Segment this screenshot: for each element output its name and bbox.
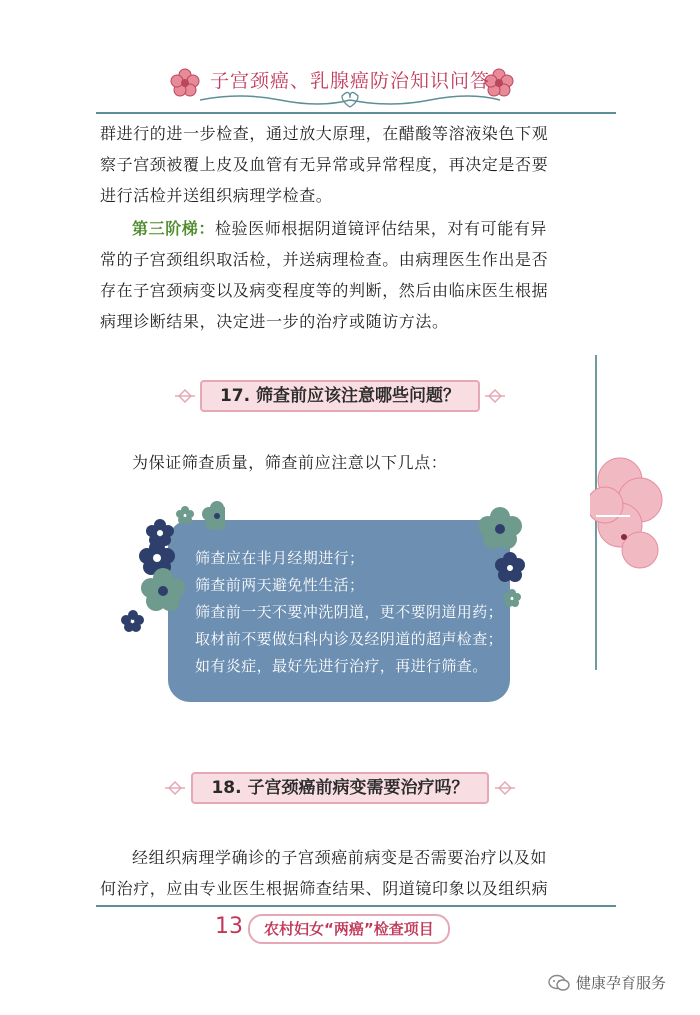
text-line: 病理诊断结果，决定进一步的治疗或随访方法。 [100,312,449,331]
footer-rule [96,905,616,907]
text-line: 进行活检并送组织病理学检查。 [100,186,333,205]
tip-item: 如有炎症，最好先进行治疗，再进行筛查。 [195,657,488,675]
text-line: 经组织病理学确诊的子宫颈癌前病变是否需要治疗以及如 [132,848,548,867]
side-flower-icon [590,455,700,575]
text-line: 常的子宫颈组织取活检，并送病理检查。由病理医生作出是否 [100,250,549,269]
section-17-heading: 17. 筛查前应该注意哪些问题？ [200,380,480,412]
tip-item: 取材前不要做妇科内诊及经阴道的超声检查； [195,630,504,648]
flower-cluster-left-icon [115,500,225,640]
tip-item: 筛查应在非月经期进行； [195,549,365,567]
text-line: 察子宫颈被覆上皮及血管有无异常或异常程度，再决定是否要 [100,155,549,174]
footer-title: 农村妇女“两癌”检查项目 [248,914,450,944]
tip-item: 筛查前一天不要冲洗阴道，更不要阴道用药； [195,603,504,621]
step3-label: 第三阶梯： [132,219,216,238]
paragraph-continued [100,118,590,211]
text-line: 存在子宫颈病变以及病变程度等的判断，然后由临床医生根据 [100,281,549,300]
wechat-icon [548,974,570,992]
step3-text: 检验医师根据阴道镜评估结果，对有可能有异 [215,219,548,238]
section-17-intro: 为保证筛查质量，筛查前应注意以下几点： [132,453,448,472]
paragraph-step3 [100,213,590,337]
text-line: 何治疗，应由专业医生根据筛查结果、阴道镜印象以及组织病 [100,879,549,898]
text-line [100,213,590,244]
section-18-paragraph [100,842,590,904]
page-number: 13 [215,914,243,939]
header-ornament [200,90,500,110]
tip-item: 筛查前两天避免性生活； [195,576,365,594]
section-18-heading: 18. 子宫颈癌前病变需要治疗吗？ [191,772,488,804]
flower-cluster-right-icon [470,505,530,610]
watermark [548,972,666,993]
section-18-heading-bar [165,772,515,804]
text-line: 群进行的进一步检查，通过放大原理，在醋酸等溶液染色下观 [100,124,549,143]
section-17-heading-bar [175,380,505,412]
watermark-text: 健康孕育服务 [576,974,667,992]
header-title: 子宫颈癌、乳腺癌防治知识问答 [209,70,490,92]
header-rule [96,112,616,114]
